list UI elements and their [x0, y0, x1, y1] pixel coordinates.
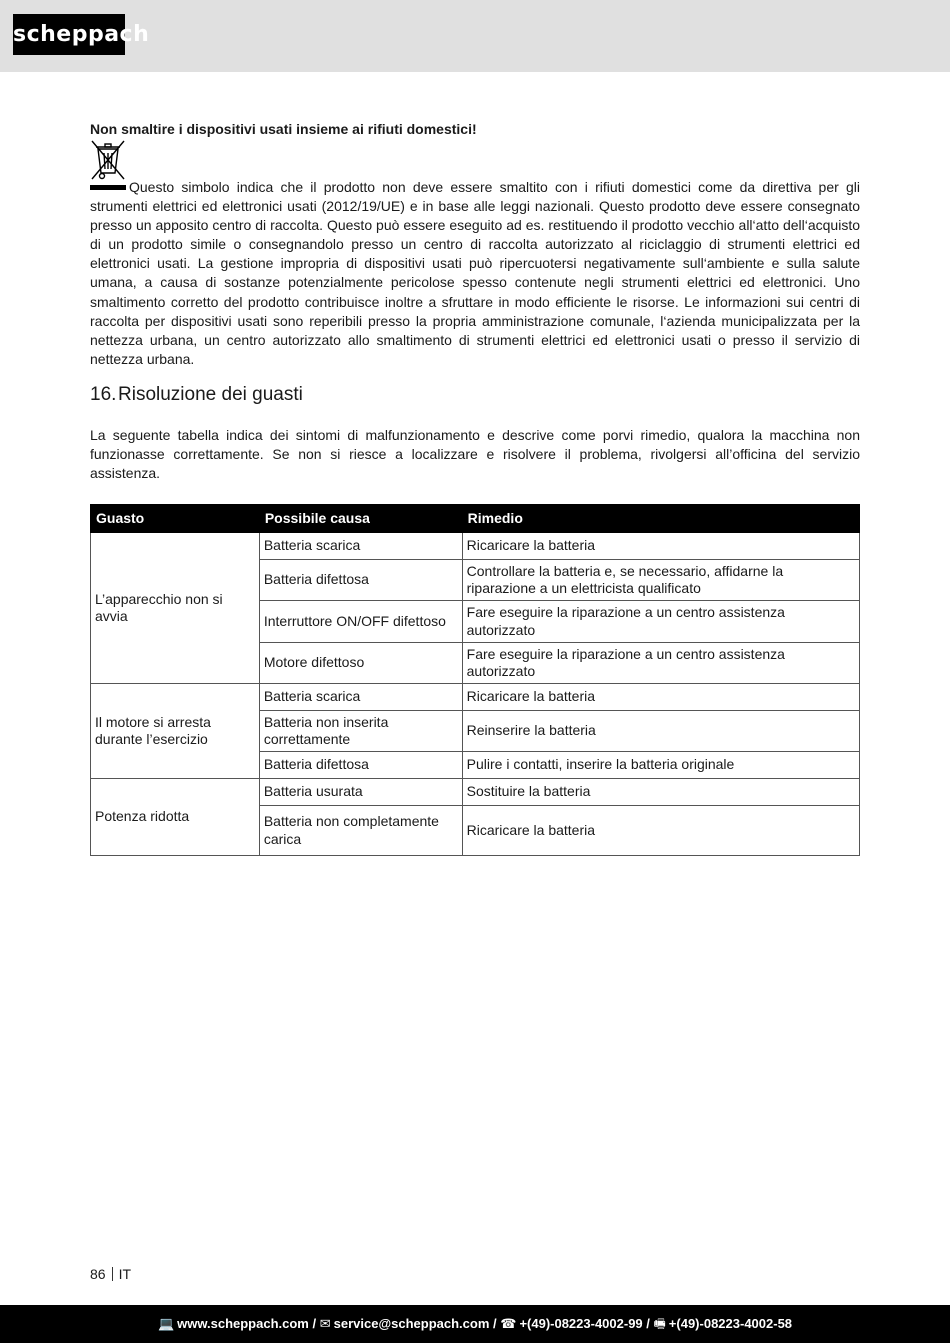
cause-cell: Interruttore ON/OFF difettoso — [259, 601, 462, 643]
fault-cell: Il motore si arresta durante l’esercizio — [91, 684, 260, 779]
phone-number[interactable]: +(49)-08223-4002-99 — [519, 1316, 643, 1331]
troubleshooting-table — [90, 504, 860, 856]
remedy-cell: Reinserire la batteria — [462, 711, 859, 752]
disposal-text: Questo simbolo indica che il prodotto non deve essere smaltito con i rifiuti domestici come da direttiva per gli strumenti elettrici ed elettronici usati (2012/19/UE) e in base alle leggi nazionali. Questo prodotto deve essere consegnato presso un apposito centro di raccolta. Questo può essere eseguito ad es. restituendo il prodotto vecchio all‘atto dell‘acquisto di un prodotto simile o consegnandolo presso un centro di raccolta autorizzato al riciclaggio di strumenti elettrici ed elettronici usati. La gestione impropria di dispositivi usati può ripercuotersi negativamente sull‘ambiente e sulla salute umana, a causa di sostanze potenzialmente pericolose spesso contenute negli strumenti elettrici ed elettronici. Uno smaltimento corretto del prodotto contribuisce inoltre a sfruttare in modo efficiente le risorse. Le informazioni sui centri di raccolta per dispositivi usati sono reperibili presso la propria amministrazione comunale, l‘azienda municipalizzata per la nettezza urbana, un centro autorizzato allo smaltimento di strumenti elettrici ed elettronici usati o presso il servizio di nettezza urbana. — [90, 179, 860, 367]
cause-cell: Batteria scarica — [259, 533, 462, 560]
remedy-cell: Sostituire la batteria — [462, 779, 859, 806]
remedy-cell: Ricaricare la batteria — [462, 806, 859, 856]
footer-contact-bar: 💻 www.scheppach.com / ✉ service@scheppach.com / ☎ +(49)-08223-4002-99 / 🖷 +(49)-08223-4002-58 — [0, 1305, 950, 1343]
remedy-cell: Fare eseguire la riparazione a un centro assistenza autorizzato — [462, 601, 859, 643]
section-title: Risoluzione dei guasti — [118, 384, 303, 405]
table-header-row — [91, 505, 860, 533]
computer-icon: 💻 — [157, 1316, 175, 1331]
phone-icon: ☎ — [500, 1316, 517, 1331]
table-row — [91, 684, 860, 711]
cause-cell: Motore difettoso — [259, 643, 462, 684]
remedy-cell: Pulire i contatti, inserire la batteria originale — [462, 752, 859, 779]
remedy-cell: Ricaricare la batteria — [462, 533, 859, 560]
column-header-cause: Possibile causa — [259, 505, 462, 533]
page-number: 86 — [90, 1266, 106, 1282]
cause-cell: Batteria non inserita correttamente — [259, 711, 462, 752]
fax-number: +(49)-08223-4002-58 — [668, 1316, 793, 1331]
fault-cell: L’apparecchio non si avvia — [91, 533, 260, 684]
table-row — [91, 779, 860, 806]
email-link[interactable]: service@scheppach.com — [333, 1316, 490, 1331]
page-separator — [112, 1267, 113, 1281]
table-row — [91, 533, 860, 560]
language-code: IT — [118, 1266, 132, 1282]
header-band — [0, 0, 950, 72]
envelope-icon: ✉ — [319, 1316, 331, 1331]
website-link[interactable]: www.scheppach.com — [177, 1316, 309, 1331]
disposal-paragraph — [90, 178, 860, 369]
remedy-cell: Controllare la batteria e, se necessario, affidarne la riparazione a un elettricista qualificato — [462, 560, 859, 601]
column-header-remedy: Rimedio — [462, 505, 859, 533]
fax-icon: 🖷 — [653, 1316, 666, 1331]
cause-cell: Batteria difettosa — [259, 560, 462, 601]
scheppach-logo[interactable]: scheppach — [13, 14, 125, 55]
page-indicator — [90, 1265, 131, 1283]
crossed-out-wheelie-bin-icon — [90, 139, 126, 183]
section-number: 16. — [90, 384, 117, 405]
remedy-cell: Ricaricare la batteria — [462, 684, 859, 711]
section-heading — [90, 383, 860, 407]
remedy-cell: Fare eseguire la riparazione a un centro assistenza autorizzato — [462, 643, 859, 684]
fault-cell: Potenza ridotta — [91, 779, 260, 856]
cause-cell: Batteria usurata — [259, 779, 462, 806]
column-header-fault: Guasto — [91, 505, 260, 533]
cause-cell: Batteria non completamente carica — [259, 806, 462, 856]
cause-cell: Batteria difettosa — [259, 752, 462, 779]
disposal-warning-title: Non smaltire i dispositivi usati insieme ai rifiuti domestici! — [90, 121, 477, 137]
section-intro: La seguente tabella indica dei sintomi di malfunzionamento e descrive come porvi rimedio, qualora la macchina non funzionasse correttamente. Se non si riesce a localizzare e risolvere il problema, rivolgersi all’officina del servizio assistenza. — [90, 427, 860, 482]
cause-cell: Batteria scarica — [259, 684, 462, 711]
